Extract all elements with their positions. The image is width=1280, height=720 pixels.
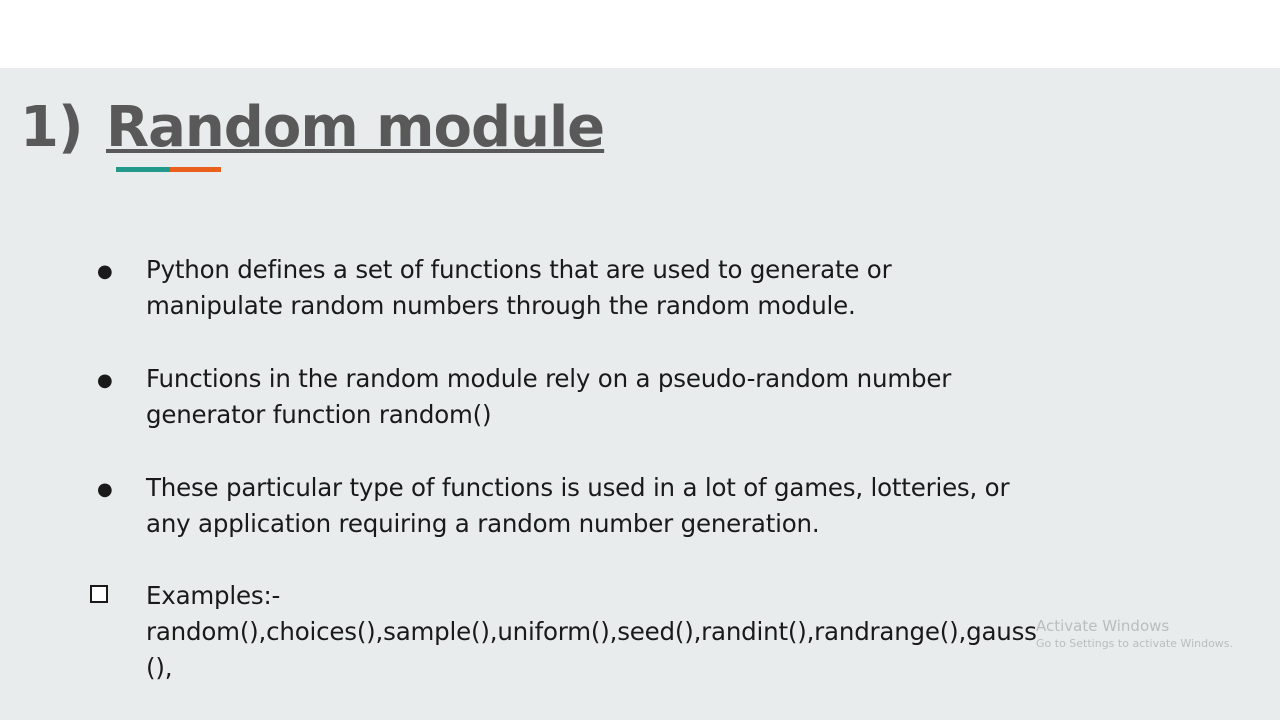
watermark-title: Activate Windows	[1036, 617, 1170, 635]
examples-block	[146, 578, 1106, 686]
examples-function-list-end: (),	[146, 653, 173, 682]
title-number: 1)	[20, 95, 83, 160]
bullet-dot: ●	[97, 370, 113, 391]
bullet-item	[146, 252, 1106, 324]
bullet-line: generator function random()	[146, 400, 492, 429]
top-band	[0, 0, 1280, 68]
bullet-line: Functions in the random module rely on a pseudo-random number	[146, 364, 952, 393]
bullet-item	[146, 470, 1106, 542]
bullet-item	[146, 361, 1106, 433]
bullet-line: These particular type of functions is used in a lot of games, lotteries, or	[146, 473, 1010, 502]
accent-segment-teal	[116, 167, 170, 172]
accent-segment-orange	[170, 167, 221, 172]
bullet-line: any application requiring a random number generation.	[146, 509, 820, 538]
examples-function-list: random(),choices(),sample(),uniform(),seed(),randint(),randrange(),gauss	[146, 617, 1037, 646]
bullet-line: manipulate random numbers through the random module.	[146, 291, 856, 320]
title-accent-bar	[116, 167, 221, 172]
bullet-line: Python defines a set of functions that are used to generate or	[146, 255, 892, 284]
activate-windows-watermark	[1036, 616, 1233, 652]
slide-title	[20, 95, 604, 161]
checkbox-bullet-icon	[90, 585, 108, 603]
bullet-dot: ●	[97, 261, 113, 282]
title-text: Random module	[106, 95, 605, 160]
checkbox-box	[90, 585, 108, 603]
bullet-dot: ●	[97, 479, 113, 500]
watermark-subtitle: Go to Settings to activate Windows.	[1036, 637, 1234, 650]
examples-label: Examples:-	[146, 581, 281, 610]
